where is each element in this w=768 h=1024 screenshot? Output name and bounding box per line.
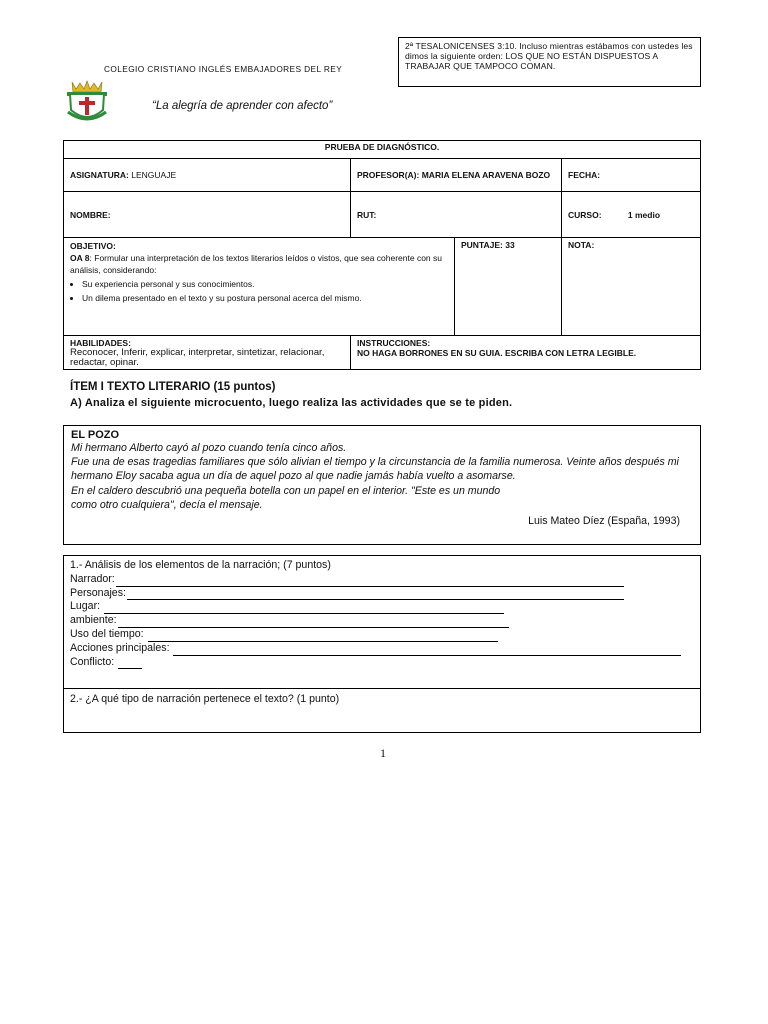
field-label: Uso del tiempo: <box>70 627 147 640</box>
answer-line[interactable] <box>118 617 509 628</box>
lugar-field[interactable] <box>70 600 694 614</box>
story-box <box>63 425 701 545</box>
rut-label: RUT: <box>357 209 377 220</box>
story-title: EL POZO <box>71 429 120 441</box>
profesor-label: PROFESOR(A): <box>357 170 420 180</box>
conflicto-field[interactable] <box>70 656 694 670</box>
school-name: COLEGIO CRISTIANO INGLÉS EMBAJADORES DEL REY <box>104 64 343 74</box>
test-header-table <box>63 140 701 370</box>
school-crest-logo <box>64 80 110 126</box>
field-label: Lugar: <box>70 600 103 613</box>
oa-bullet-item: • Su experiencia personal y sus conocimientos. <box>82 278 448 290</box>
curso-label: CURSO: <box>568 209 602 220</box>
habilidades-cell <box>64 336 351 370</box>
story-line: Mi hermano Alberto cayó al pozo cuando tenía cinco años. <box>71 442 347 454</box>
field-label: Acciones principales: <box>70 641 173 654</box>
personajes-field[interactable] <box>70 587 694 601</box>
test-title: PRUEBA DE DIAGNÓSTICO. <box>64 141 701 159</box>
answer-line[interactable] <box>118 658 142 669</box>
question-1-title: 1.- Análisis de los elementos de la narración; (7 puntos) <box>70 559 331 571</box>
answer-line[interactable] <box>127 589 624 600</box>
answer-line[interactable] <box>104 603 504 614</box>
puntaje-cell <box>455 238 562 336</box>
curso-cell[interactable] <box>562 192 701 238</box>
puntaje-label: PUNTAJE: 33 <box>461 240 515 250</box>
profesor-value: MARIA ELENA ARAVENA BOZO <box>421 170 551 180</box>
acciones-principales-field[interactable] <box>70 642 694 656</box>
field-label: ambiente: <box>70 614 117 627</box>
nombre-label: NOMBRE: <box>70 209 111 220</box>
nota-label: NOTA: <box>568 240 595 250</box>
answer-line[interactable] <box>173 645 681 656</box>
instrucciones-cell <box>351 336 701 370</box>
instrucciones-label: INSTRUCCIONES: <box>357 338 431 348</box>
oa-label: OA 8 <box>70 253 90 263</box>
nombre-cell[interactable] <box>64 192 351 238</box>
bible-verse-text: 2ª TESALONICENSES 3:10. Incluso mientras estábamos con ustedes les dimos la siguiente orden: LOS QUE NO ESTÁN DISPUESTOS A TRABAJAR QUE TAMPOCO COMAN. <box>405 41 693 71</box>
page-number: 1 <box>380 746 386 760</box>
story-line: En el caldero descubrió una pequeña botella con un papel en el interior. "Este es un mundo como otro cualquiera", decía el mensaje. <box>71 484 501 511</box>
objetivo-label: OBJETIVO: <box>70 241 116 251</box>
answer-line[interactable] <box>148 631 498 642</box>
ambiente-field[interactable] <box>70 614 694 628</box>
asignatura-value: LENGUAJE <box>131 170 177 180</box>
question-1 <box>64 556 700 689</box>
asignatura-cell <box>64 159 351 192</box>
instrucciones-text: NO HAGA BORRONES EN SU GUIA. ESCRIBA CON LETRA LEGIBLE. <box>357 348 637 358</box>
objetivo-cell <box>64 238 455 336</box>
profesor-cell <box>351 159 562 192</box>
questions-box <box>63 555 701 733</box>
oa-bullet-item: • Un dilema presentado en el texto y su postura personal acerca del mismo. <box>82 292 448 304</box>
field-label: Personajes: <box>70 586 126 599</box>
oa-text: : Formular una interpretación de los textos literarios leídos o vistos, que sea coherente con su análisis, considerando: <box>70 253 442 275</box>
oa-statement <box>70 252 448 276</box>
question-2: 2.- ¿A qué tipo de narración pertenece el texto? (1 punto) <box>70 693 340 705</box>
answer-line[interactable] <box>116 576 624 587</box>
school-motto: “La alegría de aprender con afecto” <box>152 100 333 112</box>
fecha-cell[interactable] <box>562 159 701 192</box>
field-label: Narrador: <box>70 572 115 585</box>
nota-cell[interactable] <box>562 238 701 336</box>
fecha-label: FECHA: <box>568 170 601 180</box>
rut-cell[interactable] <box>351 192 562 238</box>
item-instruction: A) Analiza el siguiente microcuento, luego realiza las actividades que se te piden. <box>70 397 513 409</box>
story-author: Luis Mateo Díez (España, 1993) <box>528 515 680 528</box>
narrador-field[interactable] <box>70 573 694 587</box>
field-label: Conflicto: <box>70 655 118 668</box>
habilidades-label: HABILIDADES: <box>70 338 131 348</box>
asignatura-label: ASIGNATURA: <box>70 170 129 180</box>
oa-bullet-list <box>70 278 448 304</box>
habilidades-text: Reconocer, Inferir, explicar, interpretar, sintetizar, relacionar, redactar, opinar. <box>70 347 325 368</box>
bible-verse-box <box>398 37 701 87</box>
story-line: Fue una de esas tragedias familiares que sólo alivian el tiempo y la circunstancia de la familia numerosa. Veinte años después mi hermano Eloy sacaba agua un día de aquel pozo al que nadie jamás había vuelto a asomarse. <box>71 456 679 483</box>
curso-value: 1 medio <box>627 209 661 220</box>
item-title: ÍTEM I TEXTO LITERARIO (15 puntos) <box>70 381 276 393</box>
uso-del-tiempo-field[interactable] <box>70 628 694 642</box>
